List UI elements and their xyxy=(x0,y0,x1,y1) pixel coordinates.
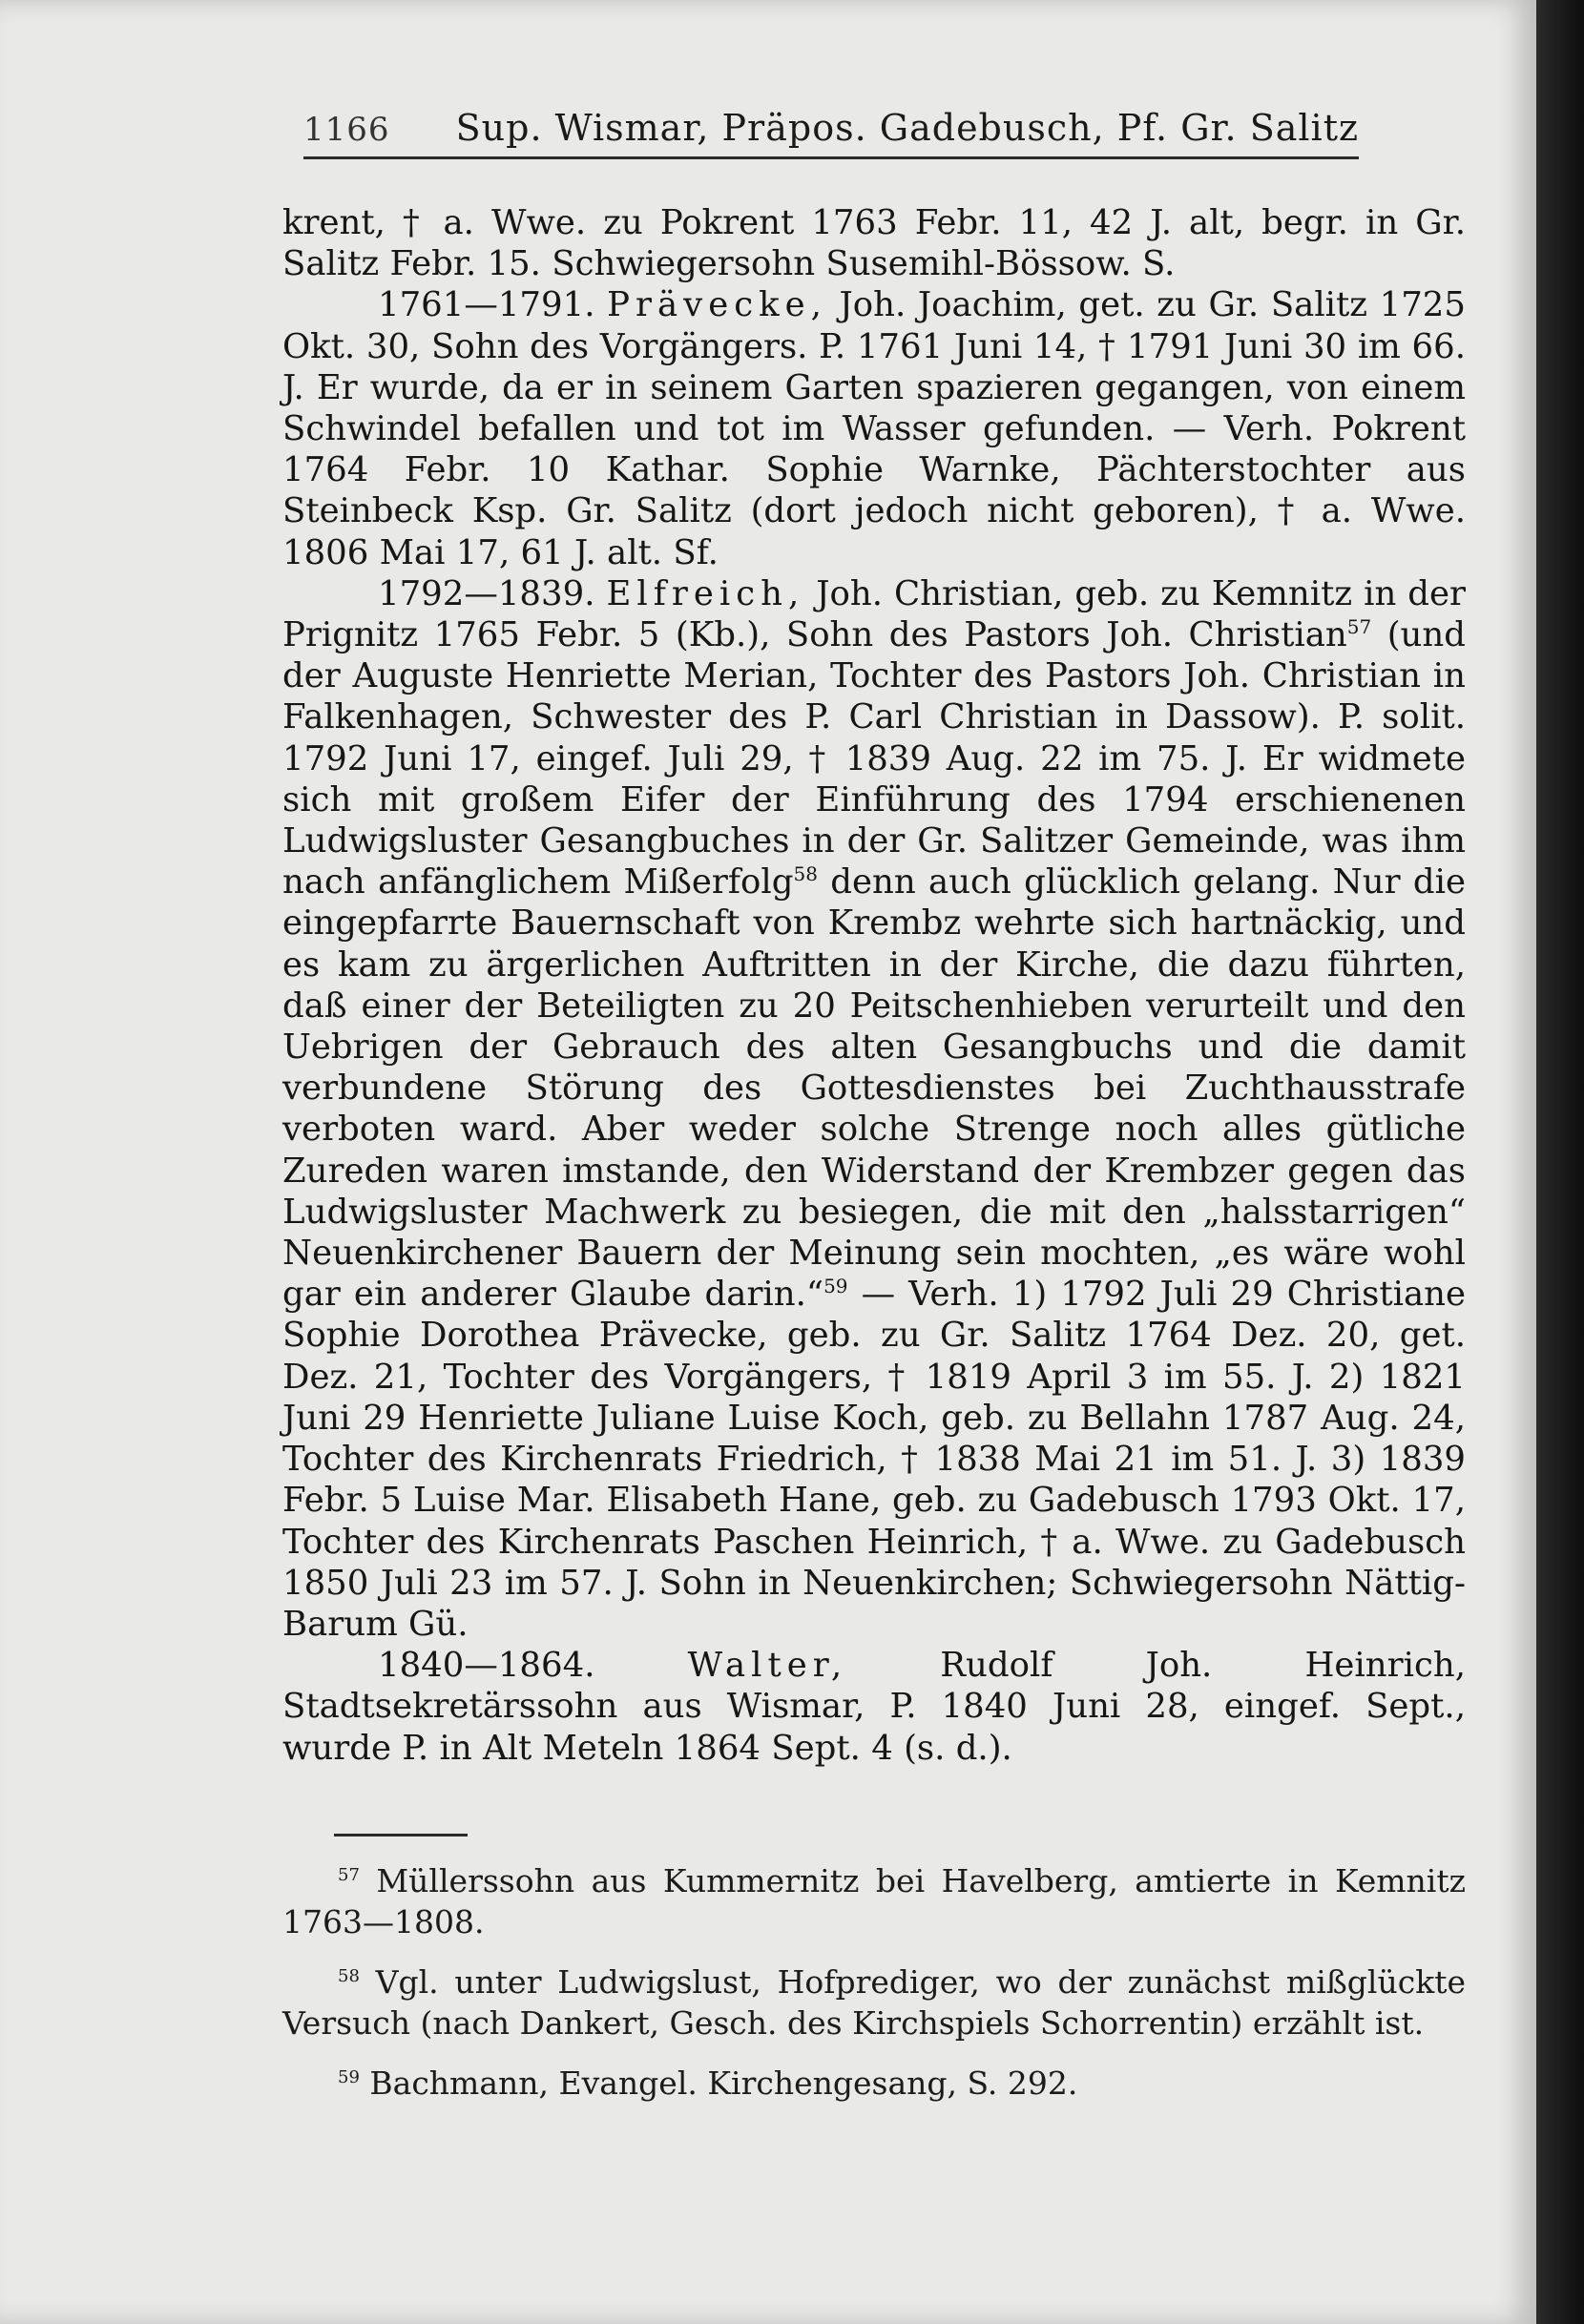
pastor-name: Prävecke, xyxy=(607,285,827,325)
main-text xyxy=(282,202,1466,1769)
footnote-text: Vgl. unter Ludwigslust, Hofprediger, wo der zunächst mißglückte Versuch (nach Dankert, Gesch. des Kirchspiels Schorrentin) erzählt ist. xyxy=(282,1963,1466,2042)
footnote-ref-59[interactable]: 59 xyxy=(823,1275,848,1298)
footnote-divider xyxy=(334,1834,468,1836)
continuation-paragraph: krent, † a. Wwe. zu Pokrent 1763 Febr. 11, 42 J. alt, begr. in Gr. Salitz Febr. 15. Schwiegersohn Susemihl-Bössow. S. xyxy=(282,203,1466,284)
footnotes xyxy=(282,1860,1466,2123)
pastor-entry-praevecke xyxy=(282,284,1466,572)
entry-years: 1761—1791. xyxy=(378,285,595,325)
pastor-entry-elfreich xyxy=(282,573,1466,1645)
pastor-entry-walter xyxy=(282,1645,1466,1769)
footnote-text: Müllerssohn aus Kummernitz bei Havelberg, amtierte in Kemnitz 1763—1808. xyxy=(282,1862,1466,1940)
running-header xyxy=(303,107,1359,159)
header-title: Sup. Wismar, Präpos. Gadebusch, Pf. Gr. Salitz xyxy=(455,107,1359,149)
footnote-number: 57 xyxy=(338,1865,360,1885)
footnote-number: 59 xyxy=(338,2067,360,2087)
entry-text: (und der Auguste Henriette Merian, Tochter des Pastors Joh. Christian in Falkenhagen, Schwester des P. Carl Christian in Dassow). P. solit. 1792 Juni 17, eingef. Juli 29, † 1839 Aug. 22 im 75. J. Er widmete sich mit großem Eifer der Einführung des 1794 erschienenen Ludwigsluster Gesangbuches in der Gr. Salitzer Gemeinde, was ihm nach anfänglichem Mißerfolg xyxy=(282,615,1466,903)
entry-text: Rudolf Joh. Heinrich, Stadtsekretärssohn aus Wismar, P. 1840 Juni 28, eingef. Sept., wurde P. in Alt Meteln 1864 Sept. 4 (s. d.). xyxy=(282,1646,1466,1768)
footnote-ref-58[interactable]: 58 xyxy=(793,862,818,886)
book-spine-shadow xyxy=(1536,0,1584,2324)
entry-text: — Verh. 1) 1792 Juli 29 Christiane Sophie Dorothea Prävecke, geb. zu Gr. Salitz 1764 Dez. 20, get. Dez. 21, Tochter des Vorgängers, † 1819 April 3 im 55. J. 2) 1821 Juni 29 Henriette Juliane Luise Koch, geb. zu Bellahn 1787 Aug. 24, Tochter des Kirchenrats Friedrich, † 1838 Mai 21 im 51. J. 3) 1839 Febr. 5 Luise Mar. Elisabeth Hane, geb. zu Gadebusch 1793 Okt. 17, Tochter des Kirchenrats Paschen Heinrich, † a. Wwe. zu Gadebusch 1850 Juli 23 im 57. J. Sohn in Neuenkirchen; Schwiegersohn Nättig-Barum Gü. xyxy=(282,1275,1466,1644)
footnote-59 xyxy=(282,2063,1466,2104)
footnote-number: 58 xyxy=(338,1966,360,1986)
entry-text: Joh. Christian, geb. zu Kemnitz in der Prignitz 1765 Febr. 5 (Kb.), Sohn des Pastors Joh. Christian xyxy=(282,573,1466,655)
pastor-name: Walter, xyxy=(687,1646,848,1686)
page-number: 1166 xyxy=(303,111,390,149)
footnote-57 xyxy=(282,1860,1466,1942)
entry-text: denn auch glücklich gelang. Nur die eingepfarrte Bauernschaft von Krembz wehrte sich hartnäckig, und es kam zu ärgerlichen Auftritten in der Kirche, die dazu führten, daß einer der Beteiligten zu 20 Peitschenhieben verurteilt und den Uebrigen der Gebrauch des alten Gesangbuchs und die damit verbundene Störung des Gottesdienstes bei Zuchthausstrafe verboten ward. Aber weder solche Strenge noch alles gütliche Zureden waren imstande, den Widerstand der Krembzer gegen das Ludwigsluster Machwerk zu besiegen, die mit den „halsstarrigen“ Neuenkirchener Bauern der Meinung sein mochten, „es wäre wohl gar ein anderer Glaube darin.“ xyxy=(282,862,1467,1315)
footnote-text: Bachmann, Evangel. Kirchengesang, S. 292. xyxy=(359,2065,1078,2102)
pastor-name: Elfreich, xyxy=(606,573,805,613)
footnote-ref-57[interactable]: 57 xyxy=(1346,615,1372,639)
entry-text: Joh. Joachim, get. zu Gr. Salitz 1725 Okt. 30, Sohn des Vorgängers. P. 1761 Juni 14, † 1791 Juni 30 im 66. J. Er wurde, da er in seinem Garten spazieren gegangen, von einem Schwindel befallen und tot im Wasser gefunden. — Verh. Pokrent 1764 Febr. 10 Kathar. Sophie Warnke, Pächterstochter aus Steinbeck Ksp. Gr. Salitz (dort jedoch nicht geboren), † a. Wwe. 1806 Mai 17, 61 J. alt. Sf. xyxy=(282,285,1466,572)
entry-years: 1792—1839. xyxy=(378,573,595,613)
entry-years: 1840—1864. xyxy=(378,1646,595,1686)
footnote-58 xyxy=(282,1961,1466,2044)
